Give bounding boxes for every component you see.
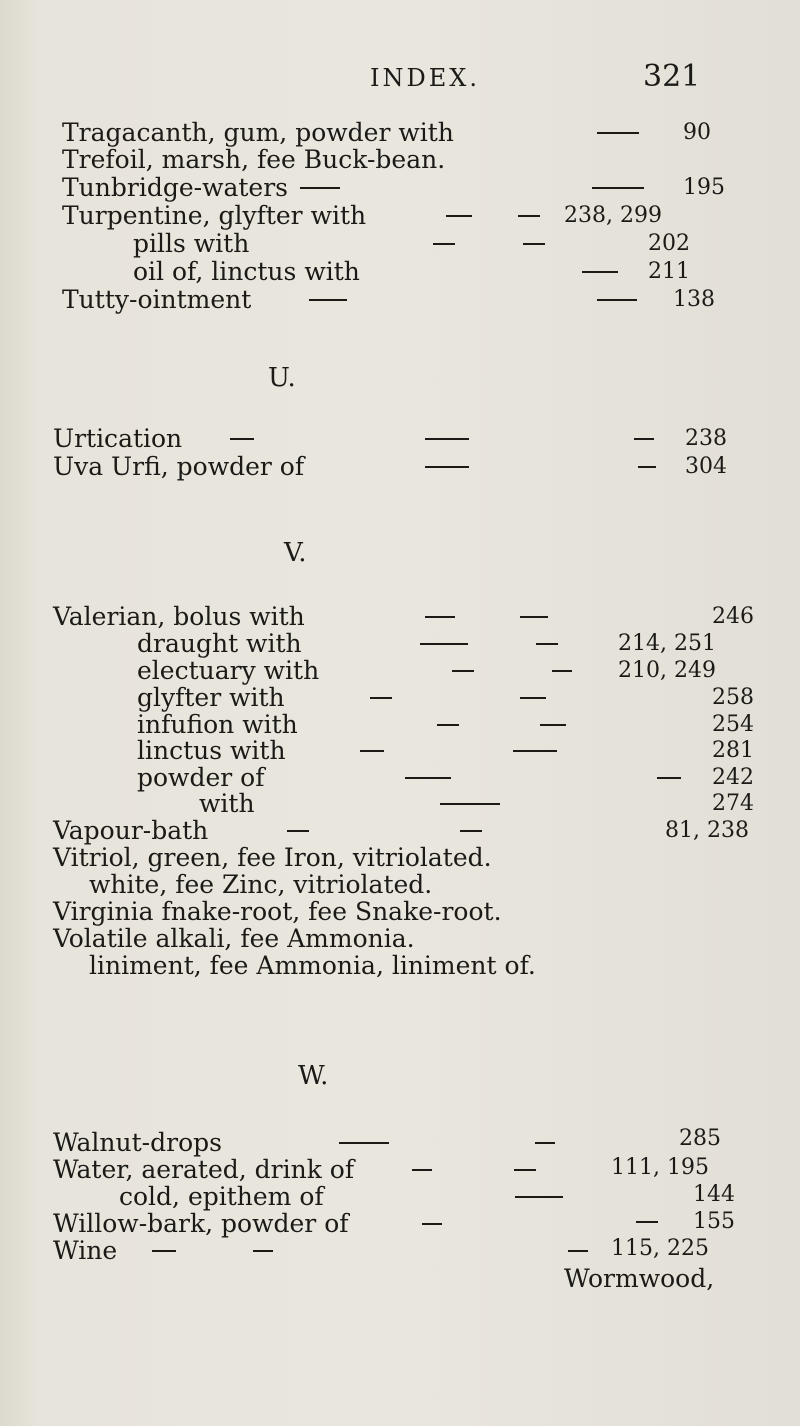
index-entry: pills with — [133, 229, 250, 258]
leader-dash — [425, 438, 469, 440]
entry-pages: 155 — [693, 1209, 735, 1234]
leader-dash — [405, 777, 451, 779]
entry-pages: 238 — [685, 426, 727, 451]
leader-dash — [370, 697, 392, 699]
entry-pages: 242 — [712, 765, 754, 790]
leader-dash — [300, 187, 340, 189]
index-entry: Water, aerated, drink of — [53, 1155, 355, 1184]
section-heading: U. — [268, 363, 296, 393]
section-heading: V. — [284, 538, 307, 568]
entry-pages: 285 — [679, 1126, 721, 1151]
catchword: Wormwood, — [564, 1264, 715, 1293]
leader-dash — [433, 243, 455, 245]
index-entry: Willow-bark, powder of — [53, 1209, 349, 1238]
index-entry: Volatile alkali, fee Ammonia. — [53, 924, 415, 953]
leader-dash — [425, 616, 455, 618]
leader-dash — [440, 803, 500, 805]
index-entry: Tragacanth, gum, powder with — [62, 118, 454, 147]
leader-dash — [514, 1169, 536, 1171]
leader-dash — [520, 616, 548, 618]
entry-pages: 195 — [683, 175, 725, 200]
leader-dash — [515, 1196, 563, 1198]
entry-pages: 210, 249 — [618, 658, 716, 683]
leader-dash — [634, 438, 654, 440]
index-entry: Vitriol, green, fee Iron, vitriolated. — [53, 843, 492, 872]
leader-dash — [513, 750, 557, 752]
leader-dash — [425, 466, 469, 468]
leader-dash — [420, 643, 468, 645]
entry-pages: 304 — [685, 454, 727, 479]
leader-dash — [339, 1142, 389, 1144]
leader-dash — [536, 643, 558, 645]
leader-dash — [638, 466, 656, 468]
leader-dash — [568, 1250, 588, 1252]
entry-pages: 138 — [673, 287, 715, 312]
index-entry: with — [199, 789, 255, 818]
index-entry: electuary with — [137, 656, 320, 685]
entry-pages: 238, 299 — [564, 203, 662, 228]
leader-dash — [518, 215, 540, 217]
leader-dash — [592, 187, 644, 189]
leader-dash — [520, 697, 546, 699]
index-entry: glyfter with — [137, 683, 285, 712]
leader-dash — [309, 299, 347, 301]
index-entry: linctus with — [137, 736, 286, 765]
leader-dash — [437, 724, 459, 726]
leader-dash — [552, 670, 572, 672]
index-entry: powder of — [137, 763, 265, 792]
index-entry: Walnut-drops — [53, 1128, 222, 1157]
entry-pages: 214, 251 — [618, 631, 716, 656]
index-entry: Tunbridge-waters — [62, 173, 289, 202]
leader-dash — [535, 1142, 555, 1144]
index-entry: Virginia fnake-root, fee Snake-root. — [53, 897, 502, 926]
index-entry: cold, epithem of — [119, 1182, 324, 1211]
entry-pages: 254 — [712, 712, 754, 737]
leader-dash — [597, 132, 639, 134]
entry-pages: 211 — [648, 259, 690, 284]
running-head: INDEX. — [370, 64, 480, 92]
index-entry: Vapour-bath — [53, 816, 209, 845]
leader-dash — [657, 777, 681, 779]
leader-dash — [422, 1223, 442, 1225]
leader-dash — [460, 830, 482, 832]
entry-pages: 81, 238 — [665, 818, 749, 843]
leader-dash — [523, 243, 545, 245]
entry-pages: 202 — [648, 231, 690, 256]
index-entry: Tutty-ointment — [62, 285, 252, 314]
leader-dash — [582, 271, 618, 273]
index-entry: liniment, fee Ammonia, liniment of. — [89, 951, 536, 980]
leader-dash — [446, 215, 472, 217]
entry-pages: 115, 225 — [611, 1236, 709, 1261]
index-entry: white, fee Zinc, vitriolated. — [89, 870, 433, 899]
index-entry: Valerian, bolus with — [53, 602, 305, 631]
leader-dash — [636, 1221, 658, 1223]
index-entry: Wine — [53, 1236, 118, 1265]
leader-dash — [253, 1250, 273, 1252]
leader-dash — [540, 724, 566, 726]
entry-pages: 274 — [712, 791, 754, 816]
page-number: 321 — [643, 59, 701, 94]
entry-pages: 258 — [712, 685, 754, 710]
leader-dash — [152, 1250, 176, 1252]
leader-dash — [360, 750, 384, 752]
entry-pages: 90 — [683, 120, 711, 145]
index-entry: Urtication — [53, 424, 183, 453]
leader-dash — [230, 438, 254, 440]
leader-dash — [452, 670, 474, 672]
leader-dash — [287, 830, 309, 832]
index-entry: oil of, linctus with — [133, 257, 360, 286]
leader-dash — [597, 299, 637, 301]
index-entry: Trefoil, marsh, fee Buck-bean. — [62, 145, 446, 174]
index-entry: draught with — [137, 629, 302, 658]
index-entry: Uva Urfi, powder of — [53, 452, 305, 481]
entry-pages: 281 — [712, 738, 754, 763]
entry-pages: 111, 195 — [611, 1155, 709, 1180]
section-heading: W. — [298, 1061, 329, 1091]
entry-pages: 144 — [693, 1182, 735, 1207]
index-entry: Turpentine, glyfter with — [62, 201, 367, 230]
entry-pages: 246 — [712, 604, 754, 629]
index-entry: infufion with — [137, 710, 298, 739]
leader-dash — [412, 1169, 432, 1171]
